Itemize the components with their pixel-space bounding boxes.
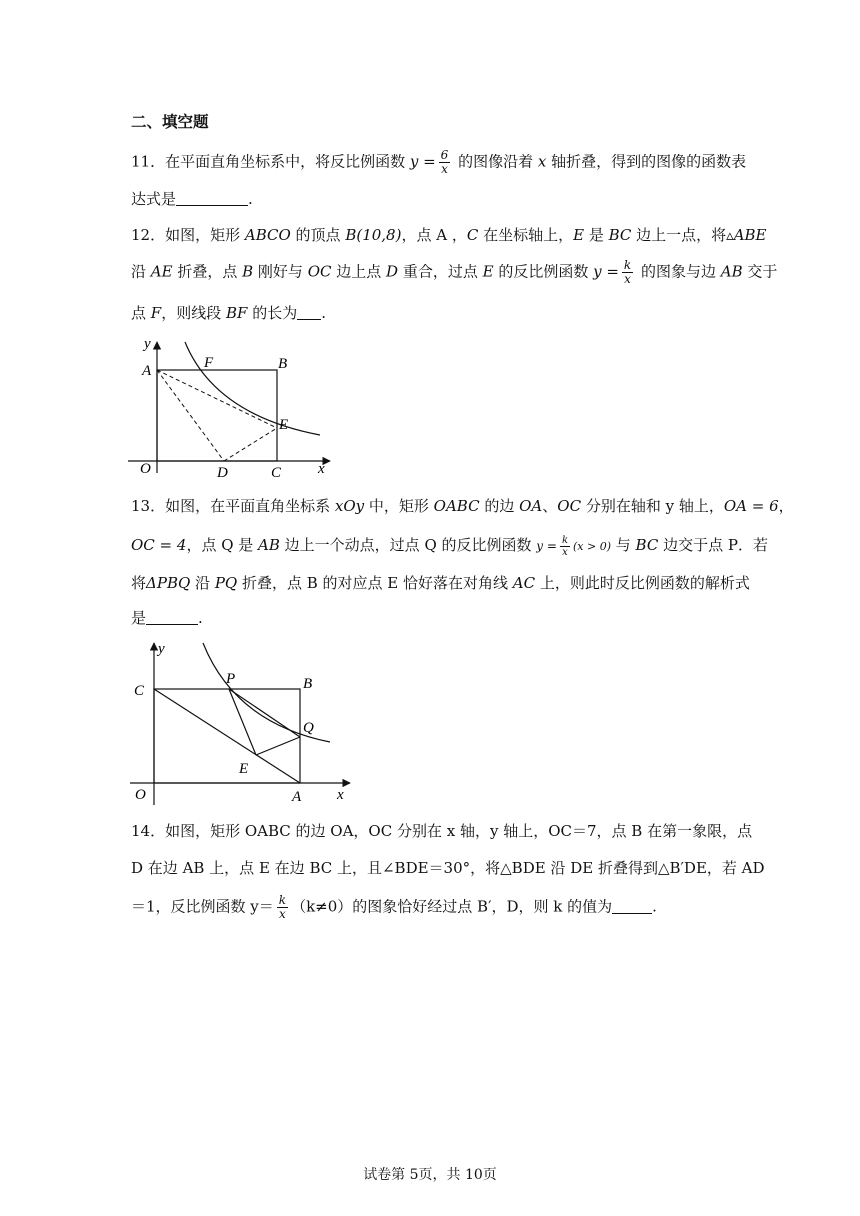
q11-fraction: $\frac{6}{x}$ (440, 148, 449, 176)
q12-fraction: $\frac{k}{x}$ (623, 258, 632, 286)
segment-eq (256, 737, 300, 755)
label-p: P (226, 671, 236, 687)
label-b: B (278, 356, 288, 372)
q12-answer-blank[interactable] (297, 305, 321, 320)
q13-figure (125, 635, 360, 810)
q13-line-1: 13．如图，在平面直角坐标系 xOy 中，矩形 OABC 的边 OA、OC 分别在轴和 y 轴上，OA = 6， (131, 497, 794, 515)
label-x: x (318, 461, 325, 477)
segment-pe (229, 689, 256, 755)
q13-line-4: 是 . (131, 609, 203, 627)
q13-line-2: OC = 4，点 Q 是 AB 边上一个动点，过点 Q 的反比例函数 y = $\frac{k}{x}$ (x > 0) 与 BC 边交于点 P．若 (131, 534, 768, 558)
q14-line-1: 14．如图，矩形 OABC 的边 OA，OC 分别在 x 轴，y 轴上，OC＝7，点 B 在第一象限，点 (131, 822, 753, 840)
q14-line-3: ＝1，反比例函数 y＝ $\frac{k}{x}$ （k≠0）的图象恰好经过点 B′，D，则 k 的值为 . (131, 893, 657, 921)
q11-line-1: 11．在平面直角坐标系中，将反比例函数 y = $\frac{6}{x}$ 的图像沿着 x 轴折叠，得到的图像的函数表 (131, 148, 747, 176)
diagonal-ac (154, 689, 300, 783)
label-e: E (239, 761, 249, 777)
section-title: 二、填空题 (131, 113, 209, 131)
label-c: C (271, 465, 282, 480)
q14-answer-blank[interactable] (612, 899, 652, 914)
q12-line-1: 12．如图，矩形 ABCO 的顶点 B(10,8)，点 A ，C 在坐标轴上，E 是 BC 边上一点，将▵ABE (131, 226, 767, 244)
label-x: x (337, 787, 344, 803)
segment-pq (229, 689, 300, 737)
q14-line-2: D 在边 AB 上，点 E 在边 BC 上，且∠BDE＝30°，将△BDE 沿 DE 折叠得到△B′DE，若 AD (131, 859, 765, 877)
page-footer: 试卷第 5页，共 10页 (363, 1167, 497, 1183)
label-e: E (279, 417, 289, 433)
q12-line-2: 沿 AE 折叠，点 B 刚好与 OC 边上点 D 重合，过点 E 的反比例函数 y = $\frac{k}{x}$ 的图象与边 AB 交于 (131, 258, 778, 286)
label-a: A (142, 363, 152, 379)
label-y: y (144, 336, 151, 352)
segment-de (224, 428, 277, 461)
label-o: O (135, 787, 146, 803)
q13-answer-blank[interactable] (146, 610, 198, 625)
label-d: D (217, 465, 228, 480)
label-b: B (303, 676, 313, 692)
label-o: O (140, 461, 151, 477)
q11-line-2: 达式是 . (131, 190, 253, 208)
q11-answer-blank[interactable] (176, 191, 248, 206)
q13-fraction: $\frac{k}{x}$ (561, 534, 568, 558)
segment-ad (157, 370, 224, 461)
label-f: F (204, 355, 214, 371)
segment-ae (157, 370, 277, 428)
q13-line-3: 将ΔPBQ 沿 PQ 折叠，点 B 的对应点 E 恰好落在对角线 AC 上，则此时反比例函数的解析式 (131, 574, 750, 592)
q12-figure (120, 330, 350, 480)
label-q: Q (303, 720, 314, 736)
q12-line-3: 点 F，则线段 BF 的长为 . (131, 304, 326, 322)
q14-fraction: $\frac{k}{x}$ (278, 893, 287, 921)
label-c: C (134, 683, 145, 699)
label-y: y (158, 641, 165, 657)
label-a: A (292, 789, 302, 805)
